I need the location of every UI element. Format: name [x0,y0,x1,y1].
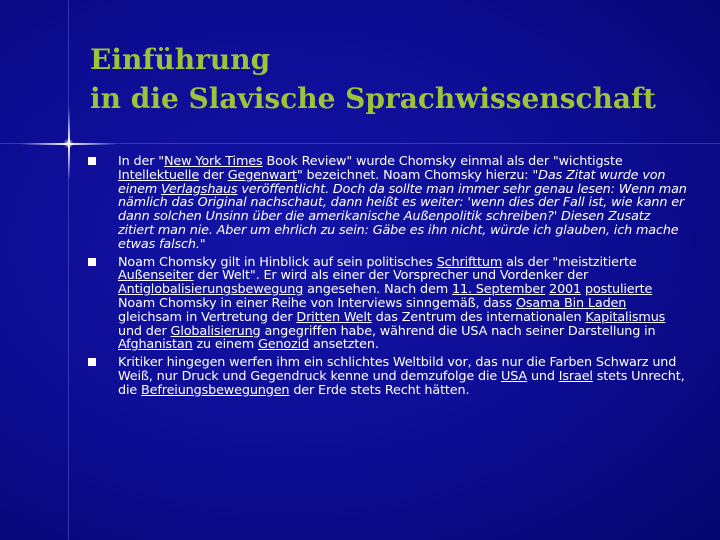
bullet-text: als der "meistzitierte [502,254,637,270]
hyperlink[interactable]: Schrifttum [436,254,503,270]
hyperlink[interactable]: 2001 [549,282,582,298]
hyperlink[interactable]: 11. September [451,282,546,298]
quoted-text: veröffentlicht. Doch da sollte man immer sehr genau lesen: Wenn man nämlich das Original nachschaut, dann heißt es weiter: 'wenn dies der Fall ist, wie kann er dann solchen Unsinn über die amerikanische Außenpolitik schreiben?' Diesen Zusatz zitiert man nie. Aber um ehrlich zu sein: Gäbe es ihn nicht, würde ich glauben, ich mache etwas falsch." [118,181,687,252]
bullet-text: stets Unrecht, die [118,368,685,398]
bullet-text: Kritiker hingegen werfen ihm ein schlichtes Weltbild vor, das nur die Farben Schwarz und Weiß, nur Druck und Gegendruck kenne und demzufolge die [118,355,677,384]
bullet-text: das Zentrum des internationalen [371,309,586,325]
bullet-item [88,256,688,353]
bullet-list [88,155,688,398]
hyperlink[interactable]: Afghanistan [118,337,193,353]
frame-vertical-line [68,0,69,540]
hyperlink[interactable]: Globalisierung [170,323,261,339]
bullet-text: der Erde stets Recht hätten. [289,382,470,398]
sparkle-icon [64,139,73,148]
bullet-text: angegriffen habe, während die USA nach seiner Darstellung in [260,323,656,339]
bullet-text: Noam Chomsky in einer Reihe von Interviews sinngemäß, dass [118,295,516,311]
bullet-text: und [527,368,559,384]
square-bullet-icon [88,358,96,366]
hyperlink[interactable]: Antiglobalisierungsbewegung [118,282,304,298]
quoted-text: "Das Zitat wurde von einem [118,167,666,197]
title-line-1: Einführung [90,43,271,76]
bullet-text: Book Review" wurde Chomsky einmal als der "wichtigste [262,154,623,169]
hyperlink[interactable]: Intellektuelle [118,167,200,183]
bullet-item [88,356,688,397]
hyperlink[interactable]: Dritten Welt [296,309,372,325]
hyperlink[interactable]: Kapitalismus [585,309,666,325]
bullet-text: der [199,167,228,183]
title-line-2: in die Slavische Sprachwissenschaft [90,82,656,115]
hyperlink[interactable]: Genozid [257,337,310,353]
hyperlink[interactable]: Israel [558,368,593,384]
slide-title [90,40,700,118]
bullet-text: In der " [118,154,164,169]
bullet-text: gleichsam in Vertretung der [118,309,297,325]
hyperlink[interactable]: Befreiungsbewegungen [141,382,290,398]
bullet-text: angesehen. Nach dem [303,282,452,298]
square-bullet-icon [88,258,96,266]
hyperlink[interactable]: postulierte [584,282,653,298]
hyperlink[interactable]: Außenseiter [118,268,194,284]
hyperlink[interactable]: Verlagshaus [161,181,238,197]
hyperlink[interactable]: Gegenwart [227,167,297,183]
hyperlink[interactable]: New York Times [163,154,263,169]
square-bullet-icon [88,157,96,165]
hyperlink[interactable]: Osama Bin Laden [515,295,627,311]
bullet-item [88,155,688,252]
hyperlink[interactable]: USA [501,368,528,384]
bullet-text: ansetzten. [309,337,379,353]
bullet-text: und der [118,323,171,339]
bullet-text: Noam Chomsky gilt in Hinblick auf sein politisches [118,254,437,270]
bullet-text: zu einem [192,337,258,353]
bullet-text: der Welt". Er wird als einer der Vorsprecher und Vordenker der [193,268,589,284]
bullet-text: " bezeichnet. Noam Chomsky hierzu: [296,167,533,183]
